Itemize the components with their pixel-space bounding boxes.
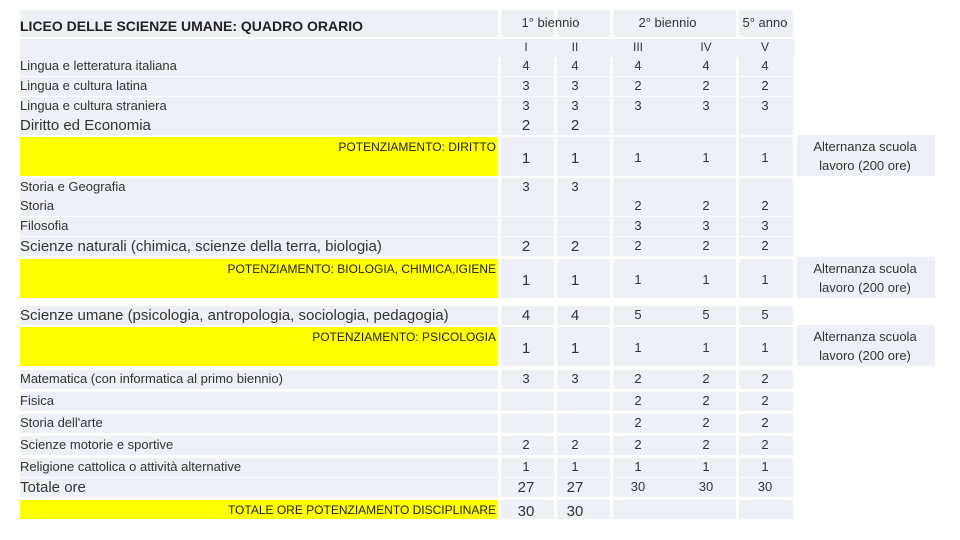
hour-value: 2 <box>634 393 642 408</box>
hour-value: 3 <box>522 98 530 113</box>
hour-value: 4 <box>571 58 579 73</box>
potenziamento-label: TOTALE ORE POTENZIAMENTO DISCIPLINARE <box>227 503 496 517</box>
row-cell-bg <box>613 116 736 135</box>
hour-value: 27 <box>517 479 535 496</box>
row-cell-bg <box>613 178 736 197</box>
hour-value: 3 <box>761 218 769 233</box>
hour-value: 1 <box>570 150 580 167</box>
subject-label: Totale ore <box>20 479 86 496</box>
hour-value: 30 <box>517 503 535 520</box>
header-5-anno: 5° anno <box>742 15 788 30</box>
header-2-biennio: 2° biennio <box>638 15 697 30</box>
hour-value: 2 <box>634 78 642 93</box>
hour-value: 3 <box>702 218 710 233</box>
row-cell-bg <box>613 500 736 519</box>
potenziamento-label: POTENZIAMENTO: DIRITTO <box>338 140 496 154</box>
hour-value: 2 <box>702 371 710 386</box>
hour-value: 2 <box>761 238 769 253</box>
hour-value: 2 <box>634 238 642 253</box>
hour-value: 1 <box>634 272 642 287</box>
hour-value: 30 <box>566 503 584 520</box>
hour-value: 1 <box>570 272 580 289</box>
subject-label: Religione cattolica o attività alternative <box>20 459 242 474</box>
note-line-1: Alternanza scuola <box>813 139 917 154</box>
hour-value: 1 <box>761 340 769 355</box>
hour-value: 5 <box>761 307 769 322</box>
hour-value: 2 <box>634 437 642 452</box>
hour-value: 2 <box>634 371 642 386</box>
year-label: I <box>524 40 528 54</box>
alternanza-note <box>800 259 930 297</box>
hour-value: 2 <box>702 415 710 430</box>
year-label: IV <box>700 40 712 54</box>
hour-value: 30 <box>630 479 646 494</box>
hour-value: 2 <box>570 238 580 255</box>
hour-value: 1 <box>570 340 580 357</box>
hour-value: 4 <box>702 58 710 73</box>
hour-value: 5 <box>702 307 710 322</box>
hour-value: 2 <box>761 78 769 93</box>
hour-value: 2 <box>702 78 710 93</box>
row-cell-bg <box>739 116 793 135</box>
hour-value: 2 <box>761 393 769 408</box>
hour-value: 2 <box>761 198 769 213</box>
hour-value: 2 <box>634 415 642 430</box>
header-1-biennio: 1° biennio <box>521 15 580 30</box>
hour-value: 4 <box>634 58 642 73</box>
subject-label: Storia e Geografia <box>20 179 126 194</box>
hour-value: 2 <box>702 393 710 408</box>
subject-label: Scienze motorie e sportive <box>20 437 174 452</box>
subject-label: Scienze umane (psicologia, antropologia, sociologia, pedagogia) <box>20 307 449 324</box>
subject-label: Matematica (con informatica al primo biennio) <box>20 371 283 386</box>
note-line-2: lavoro (200 ore) <box>819 158 911 173</box>
hour-value: 3 <box>522 371 530 386</box>
hour-value: 3 <box>571 78 579 93</box>
hour-value: 3 <box>571 98 579 113</box>
hour-value: 30 <box>698 479 714 494</box>
hour-value: 1 <box>702 272 710 287</box>
hour-value: 2 <box>702 238 710 253</box>
hour-value: 2 <box>521 238 531 255</box>
year-label: II <box>571 40 579 54</box>
row-cell-bg <box>739 500 793 519</box>
hour-value: 3 <box>761 98 769 113</box>
hour-value: 2 <box>634 198 642 213</box>
hour-value: 1 <box>521 272 531 289</box>
note-line-2: lavoro (200 ore) <box>819 348 911 363</box>
row-cell-bg <box>501 217 554 236</box>
hour-value: 2 <box>521 117 531 134</box>
row-cell-bg <box>557 392 610 411</box>
hour-value: 1 <box>521 150 531 167</box>
subject-label: Storia <box>20 198 54 213</box>
hour-value: 3 <box>571 371 579 386</box>
hour-value: 1 <box>761 459 769 474</box>
subject-label: Filosofia <box>20 218 69 233</box>
hour-value: 1 <box>521 340 531 357</box>
note-line-2: lavoro (200 ore) <box>819 280 911 295</box>
hour-value: 2 <box>761 437 769 452</box>
alternanza-note <box>800 137 930 175</box>
note-line-1: Alternanza scuola <box>813 329 917 344</box>
hour-value: 2 <box>571 437 579 452</box>
row-cell-bg <box>557 217 610 236</box>
potenziamento-label: POTENZIAMENTO: BIOLOGIA, CHIMICA,IGIENE <box>227 262 496 276</box>
hour-value: 2 <box>761 371 769 386</box>
hour-value: 3 <box>634 218 642 233</box>
hour-value: 30 <box>757 479 773 494</box>
hour-value: 1 <box>571 459 579 474</box>
hour-value: 1 <box>634 459 642 474</box>
hour-value: 4 <box>522 58 530 73</box>
subject-label: Lingua e cultura latina <box>20 78 148 93</box>
page-title: LICEO DELLE SCIENZE UMANE: QUADRO ORARIO <box>20 18 364 34</box>
year-label: III <box>632 40 643 54</box>
subject-label: Scienze naturali (chimica, scienze della terra, biologia) <box>20 238 382 255</box>
subject-label: Lingua e cultura straniera <box>20 98 167 113</box>
subject-label: Fisica <box>20 393 54 408</box>
row-cell-bg <box>557 197 610 216</box>
row-cell-bg <box>739 178 793 197</box>
hour-value: 4 <box>521 307 531 324</box>
hour-value: 3 <box>634 98 642 113</box>
hour-value: 1 <box>702 340 710 355</box>
hour-value: 4 <box>570 307 580 324</box>
hour-value: 2 <box>702 198 710 213</box>
hour-value: 2 <box>522 437 530 452</box>
hour-value: 3 <box>522 78 530 93</box>
hour-value: 4 <box>761 58 769 73</box>
hour-value: 27 <box>566 479 584 496</box>
row-cell-bg <box>501 197 554 216</box>
hour-value: 1 <box>761 150 769 165</box>
row-cell-bg <box>501 414 554 433</box>
hour-value: 1 <box>634 150 642 165</box>
years-row-bg <box>20 39 795 57</box>
hour-value: 3 <box>522 179 530 194</box>
hour-value: 1 <box>634 340 642 355</box>
alternanza-note <box>800 327 930 365</box>
hour-value: 1 <box>702 459 710 474</box>
hour-value: 3 <box>702 98 710 113</box>
year-label: V <box>760 40 769 54</box>
hour-value: 5 <box>634 307 642 322</box>
hour-value: 2 <box>702 437 710 452</box>
subject-label: Lingua e letteratura italiana <box>20 58 177 73</box>
hour-value: 2 <box>761 415 769 430</box>
potenziamento-label: POTENZIAMENTO: PSICOLOGIA <box>312 330 496 344</box>
hour-value: 1 <box>702 150 710 165</box>
row-cell-bg <box>501 392 554 411</box>
subject-label: Storia dell'arte <box>20 415 103 430</box>
subject-label: Diritto ed Economia <box>20 117 151 134</box>
hour-value: 1 <box>761 272 769 287</box>
hour-value: 1 <box>522 459 530 474</box>
hour-value: 2 <box>570 117 580 134</box>
hour-value: 3 <box>571 179 579 194</box>
row-cell-bg <box>557 414 610 433</box>
note-line-1: Alternanza scuola <box>813 261 917 276</box>
